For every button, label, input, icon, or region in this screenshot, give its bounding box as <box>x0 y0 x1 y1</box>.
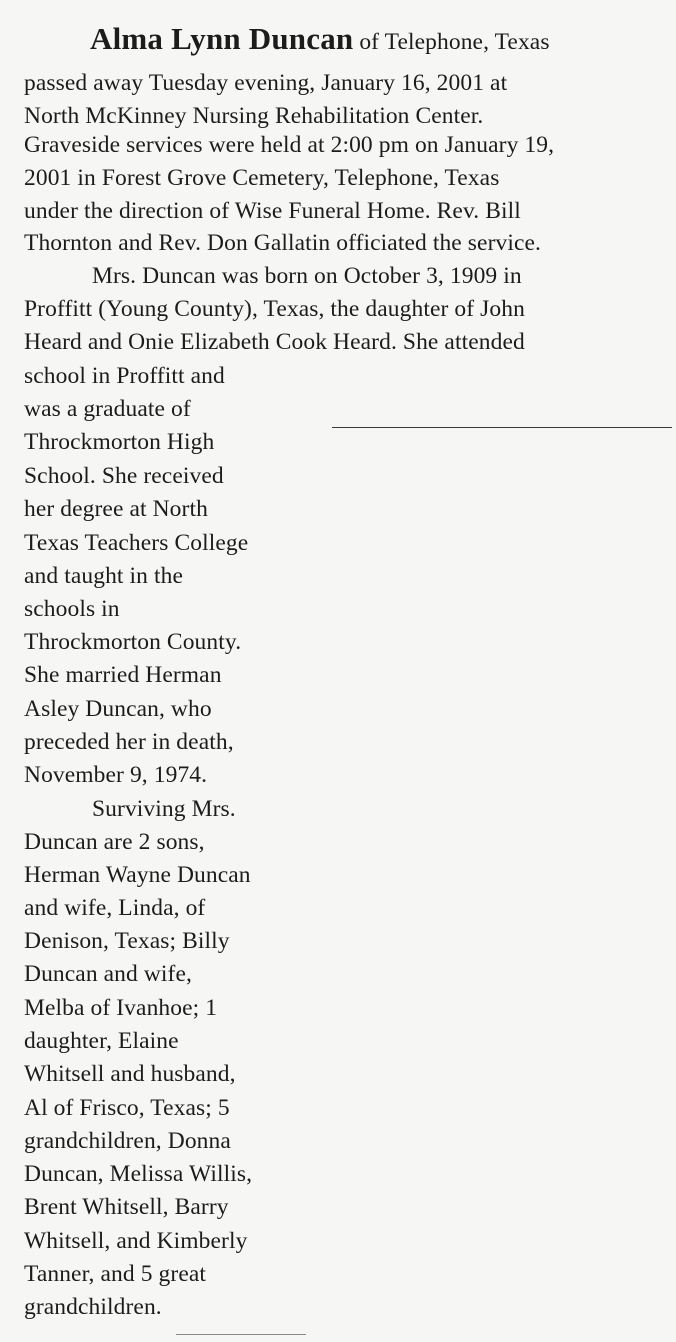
text-line: Surviving Mrs. <box>92 796 236 822</box>
headline-line <box>90 22 550 59</box>
text-line: under the direction of Wise Funeral Home. Rev. Bill <box>24 198 521 224</box>
text-line: school in Proffitt and <box>24 363 225 389</box>
column-divider-rule <box>332 427 672 428</box>
text-line: was a graduate of <box>24 396 191 422</box>
text-line: daughter, Elaine <box>24 1028 179 1054</box>
text-line: grandchildren. <box>24 1294 162 1320</box>
text-line: Thornton and Rev. Don Gallatin officiated the service. <box>24 230 542 256</box>
text-line: Denison, Texas; Billy <box>24 928 230 954</box>
bottom-edge-rule <box>176 1334 306 1335</box>
text-line: Heard and Onie Elizabeth Cook Heard. She attended <box>24 329 525 355</box>
text-line: grandchildren, Donna <box>24 1128 231 1154</box>
text-line: Al of Frisco, Texas; 5 <box>24 1095 230 1121</box>
text-line: passed away Tuesday evening, January 16, 2001 at <box>24 70 508 96</box>
text-line: and taught in the <box>24 563 183 589</box>
text-line: Brent Whitsell, Barry <box>24 1194 229 1220</box>
text-line: Herman Wayne Duncan <box>24 862 251 888</box>
text-line: Mrs. Duncan was born on October 3, 1909 in <box>92 263 522 289</box>
text-line: Graveside services were held at 2:00 pm on January 19, <box>24 132 555 158</box>
deceased-name: Alma Lynn Duncan <box>90 21 354 56</box>
residence-text: of Telephone, Texas <box>353 29 550 55</box>
text-line: schools in <box>24 596 120 622</box>
text-line: and wife, Linda, of <box>24 895 206 921</box>
text-line: Throckmorton County. <box>24 629 242 655</box>
text-line: November 9, 1974. <box>24 762 208 788</box>
text-line: Asley Duncan, who <box>24 696 212 722</box>
text-line: Whitsell, and Kimberly <box>24 1228 248 1254</box>
text-line: Duncan are 2 sons, <box>24 829 205 855</box>
text-line: She married Herman <box>24 662 222 688</box>
text-line: Melba of Ivanhoe; 1 <box>24 995 218 1021</box>
text-line: her degree at North <box>24 496 208 522</box>
text-line: School. She received <box>24 463 224 489</box>
text-line: Duncan, Melissa Willis, <box>24 1161 253 1187</box>
text-line: Duncan and wife, <box>24 961 192 987</box>
text-line: Texas Teachers College <box>24 530 249 556</box>
text-line: Tanner, and 5 great <box>24 1261 207 1287</box>
text-line: North McKinney Nursing Rehabilitation Center. <box>24 103 484 129</box>
text-line: Throckmorton High <box>24 429 215 455</box>
text-line: 2001 in Forest Grove Cemetery, Telephone, Texas <box>24 165 500 191</box>
text-line: preceded her in death, <box>24 729 234 755</box>
text-line: Whitsell and husband, <box>24 1061 236 1087</box>
text-line: Proffitt (Young County), Texas, the daughter of John <box>24 296 525 322</box>
